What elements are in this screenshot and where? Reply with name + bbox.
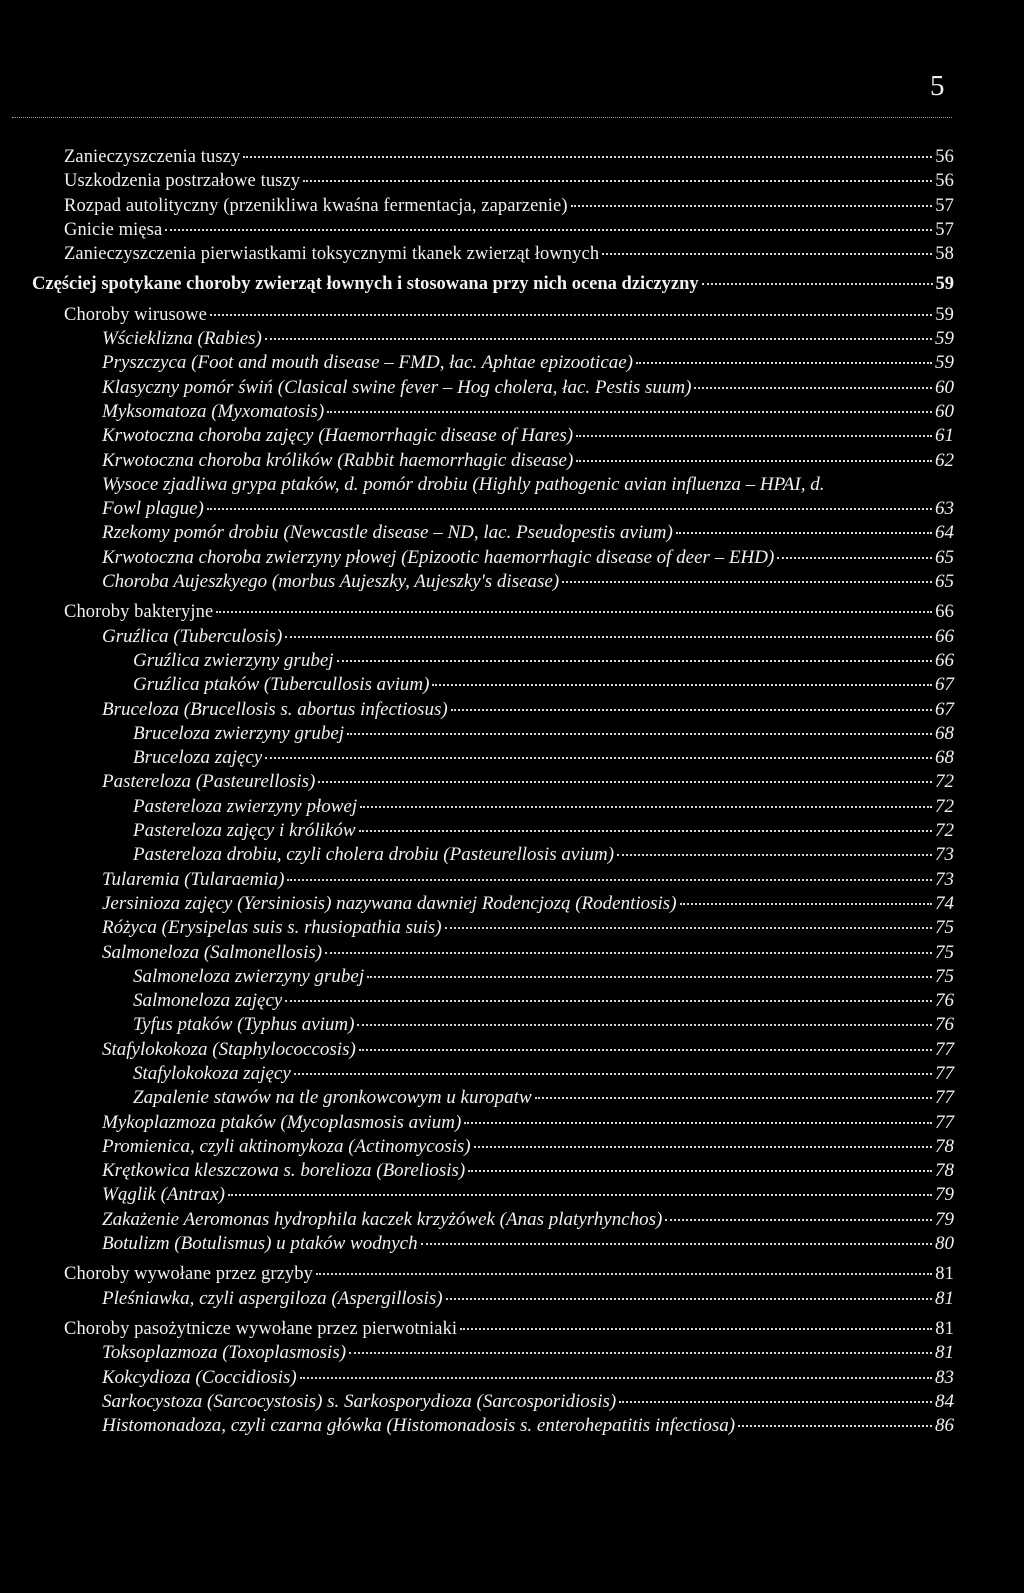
dot-leader bbox=[316, 1273, 932, 1275]
toc-entry-title: Tyfus ptaków (Typhus avium) bbox=[133, 1014, 355, 1036]
toc-entry-title: Bruceloza zwierzyny grubej bbox=[133, 722, 345, 744]
toc-entry-page: 65 bbox=[935, 546, 954, 568]
toc-entry bbox=[64, 1366, 954, 1390]
toc-entry bbox=[64, 1013, 954, 1037]
toc-entry bbox=[64, 600, 954, 624]
toc-entry-page: 61 bbox=[935, 425, 954, 447]
toc-entry-title: Choroby pasożytnicze wywołane przez pierwotniaki bbox=[64, 1318, 458, 1339]
toc-entry bbox=[64, 449, 954, 473]
toc-entry-title: Różyca (Erysipelas suis s. rhusiopathia suis) bbox=[102, 917, 442, 939]
toc-entry bbox=[64, 625, 954, 649]
toc-entry-title: Jersinioza zajęcy (Yersiniosis) nazywana dawniej Rodencjozą (Rodentiosis) bbox=[102, 892, 677, 914]
dot-leader bbox=[617, 854, 932, 856]
dot-leader bbox=[445, 927, 932, 929]
toc-entry-page: 86 bbox=[935, 1415, 954, 1437]
toc-entry bbox=[64, 473, 954, 497]
toc-entry-title: Myksomatoza (Myxomatosis) bbox=[102, 400, 325, 422]
toc-entry-title: Salmoneloza zwierzyny grubej bbox=[133, 965, 365, 987]
toc-entry-title: Rzekomy pomór drobiu (Newcastle disease – ND, lac. Pseudopestis avium) bbox=[102, 522, 673, 544]
dot-leader bbox=[337, 660, 932, 662]
toc-entry-title: Pastereloza (Pasteurellosis) bbox=[102, 771, 316, 793]
dot-leader bbox=[474, 1146, 932, 1148]
toc-entry bbox=[64, 965, 954, 989]
dot-leader bbox=[464, 1122, 932, 1124]
toc-entry-page: 76 bbox=[935, 1014, 954, 1036]
toc-entry-title: Częściej spotykane choroby zwierząt łownych i stosowana przy nich ocena dziczyzny bbox=[32, 274, 699, 295]
dot-leader bbox=[676, 532, 932, 534]
dot-leader bbox=[562, 581, 932, 583]
toc-entry-page: 78 bbox=[935, 1135, 954, 1157]
dot-leader bbox=[303, 180, 932, 182]
toc-entry-title: Botulizm (Botulismus) u ptaków wodnych bbox=[102, 1233, 418, 1255]
toc-entry-title: Pastereloza zwierzyny płowej bbox=[133, 795, 358, 817]
toc-entry-title: Stafylokokoza (Staphylococcosis) bbox=[102, 1038, 356, 1060]
toc-entry bbox=[64, 698, 954, 722]
toc-entry bbox=[64, 351, 954, 375]
toc-entry-title: Krwotoczna choroba zwierzyny płowej (Epizootic haemorrhagic disease of deer – EHD) bbox=[102, 546, 775, 568]
toc-entry bbox=[32, 272, 954, 296]
toc-entry-title: Zanieczyszczenia tuszy bbox=[64, 147, 241, 167]
toc-entry-page: 81 bbox=[935, 1287, 954, 1309]
toc-entry-page: 63 bbox=[935, 498, 954, 520]
dot-leader bbox=[432, 684, 932, 686]
dot-leader bbox=[694, 387, 932, 389]
toc-entry-title: Bruceloza zajęcy bbox=[133, 747, 263, 769]
dot-leader bbox=[738, 1425, 932, 1427]
toc-entry bbox=[64, 673, 954, 697]
toc-entry bbox=[64, 424, 954, 448]
toc-entry-title: Stafylokokoza zajęcy bbox=[133, 1062, 291, 1084]
dot-leader bbox=[327, 411, 932, 413]
toc-entry-title: Choroby wywołane przez grzyby bbox=[64, 1264, 313, 1285]
toc-entry-title: Zapalenie stawów na tle gronkowcowym u kuropatw bbox=[133, 1087, 532, 1109]
toc-entry-title: Gruźlica (Tuberculosis) bbox=[102, 625, 283, 647]
toc-entry-title: Krwotoczna choroba zajęcy (Haemorrhagic disease of Hares) bbox=[102, 425, 574, 447]
toc-entry bbox=[64, 242, 954, 266]
toc-entry bbox=[64, 327, 954, 351]
toc-entry bbox=[64, 194, 954, 218]
dot-leader bbox=[576, 460, 932, 462]
toc-entry bbox=[64, 868, 954, 892]
dot-leader bbox=[294, 1073, 932, 1075]
dot-leader bbox=[702, 283, 933, 285]
toc-entry bbox=[64, 1208, 954, 1232]
toc-entry bbox=[64, 1317, 954, 1341]
toc-entry-title: Krwotoczna choroba królików (Rabbit haemorrhagic disease) bbox=[102, 449, 574, 471]
toc-entry-page: 67 bbox=[935, 698, 954, 720]
toc-entry-page: 59 bbox=[935, 328, 954, 350]
toc-entry-title: Choroby bakteryjne bbox=[64, 602, 214, 623]
toc-entry-title: Pastereloza zajęcy i królików bbox=[133, 820, 356, 842]
toc-entry-title: Krętkowica kleszczowa s. borelioza (Boreliosis) bbox=[102, 1160, 466, 1182]
dot-leader bbox=[359, 1049, 932, 1051]
toc-entry-title: Histomonadoza, czyli czarna główka (Histomonadosis s. enterohepatitis infectiosa) bbox=[102, 1415, 736, 1437]
toc-entry bbox=[64, 941, 954, 965]
toc-entry bbox=[64, 892, 954, 916]
dot-leader bbox=[446, 1298, 932, 1300]
dot-leader bbox=[207, 508, 932, 510]
toc-entry bbox=[64, 1262, 954, 1286]
toc-entry-page: 56 bbox=[935, 171, 954, 192]
dot-leader bbox=[165, 229, 932, 231]
dot-leader bbox=[243, 156, 932, 158]
toc-entry-title: Choroby wirusowe bbox=[64, 304, 207, 325]
dot-leader bbox=[300, 1377, 932, 1379]
toc-entry-title: Tularemia (Tularaemia) bbox=[102, 868, 285, 890]
dot-leader bbox=[287, 879, 932, 881]
toc-entry-page: 58 bbox=[935, 244, 954, 265]
dot-leader bbox=[421, 1243, 932, 1245]
toc-entry-page: 73 bbox=[935, 844, 954, 866]
toc-entry-page: 67 bbox=[935, 674, 954, 696]
dot-leader bbox=[535, 1097, 932, 1099]
toc-entry-title: Pryszczyca (Foot and mouth disease – FMD, łac. Aphtae epizooticae) bbox=[102, 352, 634, 374]
toc-entry bbox=[64, 521, 954, 545]
dot-leader bbox=[636, 362, 932, 364]
toc-entry bbox=[64, 1159, 954, 1183]
toc-entry-page: 77 bbox=[935, 1111, 954, 1133]
header-rule bbox=[12, 117, 952, 118]
toc-entry-title: Toksoplazmoza (Toxoplasmosis) bbox=[102, 1342, 347, 1364]
dot-leader bbox=[349, 1352, 932, 1354]
toc-entry-page: 59 bbox=[935, 352, 954, 374]
toc-entry-page: 81 bbox=[935, 1342, 954, 1364]
toc-entry-title: Mykoplazmoza ptaków (Mycoplasmosis avium) bbox=[102, 1111, 462, 1133]
toc-entry-page: 59 bbox=[935, 304, 954, 325]
dot-leader bbox=[665, 1219, 932, 1221]
dot-leader bbox=[216, 611, 932, 613]
toc-entry bbox=[64, 746, 954, 770]
toc-entry-page: 65 bbox=[935, 571, 954, 593]
toc-entry-title: Pastereloza drobiu, czyli cholera drobiu (Pasteurellosis avium) bbox=[133, 844, 615, 866]
toc-entry-title: Promienica, czyli aktinomykoza (Actinomycosis) bbox=[102, 1135, 471, 1157]
toc-entry-page: 75 bbox=[935, 965, 954, 987]
toc-entry-page: 68 bbox=[935, 747, 954, 769]
toc-entry-page: 59 bbox=[935, 274, 954, 295]
dot-leader bbox=[265, 757, 932, 759]
toc-entry bbox=[64, 376, 954, 400]
toc-entry-title: Gruźlica zwierzyny grubej bbox=[133, 649, 334, 671]
toc-entry-title: Uszkodzenia postrzałowe tuszy bbox=[64, 171, 301, 192]
toc-entry bbox=[64, 497, 954, 521]
toc-entry-page: 73 bbox=[935, 868, 954, 890]
toc-entry-page: 62 bbox=[935, 449, 954, 471]
toc-entry bbox=[64, 649, 954, 673]
toc-entry bbox=[64, 989, 954, 1013]
toc-entry-page: 66 bbox=[935, 602, 954, 623]
toc-entry bbox=[64, 1414, 954, 1438]
dot-leader bbox=[619, 1401, 932, 1403]
toc-entry-page: 64 bbox=[935, 522, 954, 544]
dot-leader bbox=[468, 1170, 932, 1172]
toc-entry-title: Wąglik (Antrax) bbox=[102, 1184, 225, 1206]
dot-leader bbox=[777, 557, 932, 559]
toc-entry-page: 83 bbox=[935, 1366, 954, 1388]
toc-entry bbox=[64, 218, 954, 242]
toc-entry bbox=[64, 1183, 954, 1207]
toc-entry-page: 66 bbox=[935, 625, 954, 647]
toc-entry-title: Sarkocystoza (Sarcocystosis) s. Sarkosporydioza (Sarcosporidiosis) bbox=[102, 1390, 617, 1412]
toc-entry-page: 60 bbox=[935, 376, 954, 398]
toc-entry-page: 56 bbox=[935, 147, 954, 167]
toc-entry-page: 76 bbox=[935, 990, 954, 1012]
dot-leader bbox=[359, 830, 933, 832]
toc-entry bbox=[64, 145, 954, 169]
toc-entry-page: 68 bbox=[935, 722, 954, 744]
dot-leader bbox=[210, 314, 932, 316]
toc-entry-title: Bruceloza (Brucellosis s. abortus infectiosus) bbox=[102, 698, 448, 720]
toc-entry-title: Kokcydioza (Coccidiosis) bbox=[102, 1366, 297, 1388]
toc-entry-page: 66 bbox=[935, 649, 954, 671]
toc-entry-page: 78 bbox=[935, 1160, 954, 1182]
toc-entry bbox=[64, 400, 954, 424]
toc-entry-page: 72 bbox=[935, 820, 954, 842]
toc-entry-page: 77 bbox=[935, 1038, 954, 1060]
toc-entry-title: Rozpad autolityczny (przenikliwa kwaśna fermentacja, zaparzenie) bbox=[64, 195, 568, 216]
toc-entry-title: Pleśniawka, czyli aspergiloza (Aspergillosis) bbox=[102, 1287, 443, 1309]
toc-entry bbox=[64, 1287, 954, 1311]
dot-leader bbox=[460, 1328, 932, 1330]
dot-leader bbox=[360, 806, 932, 808]
toc-entry-page: 79 bbox=[935, 1208, 954, 1230]
dot-leader bbox=[576, 435, 932, 437]
toc-entry-title: Zanieczyszczenia pierwiastkami toksycznymi tkanek zwierząt łownych bbox=[64, 244, 600, 265]
toc-entry bbox=[64, 795, 954, 819]
toc-entry-title: Choroba Aujeszkyego (morbus Aujeszky, Aujeszky's disease) bbox=[102, 571, 560, 593]
toc-entry bbox=[64, 1038, 954, 1062]
dot-leader bbox=[571, 205, 933, 207]
toc-entry bbox=[64, 169, 954, 193]
toc-entry bbox=[64, 1341, 954, 1365]
dot-leader bbox=[285, 636, 932, 638]
toc-entry-page: 60 bbox=[935, 400, 954, 422]
page-number: 5 bbox=[930, 70, 945, 102]
toc-entry-title: Zakażenie Aeromonas hydrophila kaczek krzyżówek (Anas platyrhynchos) bbox=[102, 1208, 663, 1230]
toc-entry-page: 81 bbox=[935, 1318, 954, 1339]
toc-entry-page: 81 bbox=[935, 1264, 954, 1285]
toc-entry-page: 57 bbox=[935, 195, 954, 216]
toc-entry bbox=[64, 570, 954, 594]
toc-entry-page: 80 bbox=[935, 1233, 954, 1255]
toc-entry bbox=[64, 916, 954, 940]
dot-leader bbox=[367, 976, 932, 978]
toc-entry bbox=[64, 546, 954, 570]
toc-entry-page: 77 bbox=[935, 1087, 954, 1109]
toc-entry bbox=[64, 843, 954, 867]
toc-entry-page: 75 bbox=[935, 941, 954, 963]
toc-entry bbox=[64, 1135, 954, 1159]
toc-entry-title: Wysoce zjadliwa grypa ptaków, d. pomór drobiu (Highly pathogenic avian influenza – HPAI, d. bbox=[102, 473, 825, 495]
toc-entry-page: 75 bbox=[935, 917, 954, 939]
toc-entry-title: Klasyczny pomór świń (Clasical swine fever – Hog cholera, łac. Pestis suum) bbox=[102, 376, 692, 398]
toc-entry bbox=[64, 1086, 954, 1110]
toc-entry-page: 57 bbox=[935, 219, 954, 240]
dot-leader bbox=[347, 733, 932, 735]
toc-entry bbox=[64, 1232, 954, 1256]
dot-leader bbox=[325, 952, 932, 954]
table-of-contents bbox=[32, 145, 954, 1438]
toc-entry bbox=[64, 1390, 954, 1414]
toc-entry bbox=[64, 303, 954, 327]
toc-entry-title: Salmoneloza (Salmonellosis) bbox=[102, 941, 323, 963]
toc-entry bbox=[64, 1111, 954, 1135]
toc-entry-page: 72 bbox=[935, 795, 954, 817]
dot-leader bbox=[228, 1194, 932, 1196]
toc-entry-title: Salmoneloza zajęcy bbox=[133, 990, 283, 1012]
toc-entry-page: 79 bbox=[935, 1184, 954, 1206]
toc-entry-page: 77 bbox=[935, 1062, 954, 1084]
toc-entry-page: 74 bbox=[935, 892, 954, 914]
toc-entry-page: 72 bbox=[935, 771, 954, 793]
toc-entry bbox=[64, 722, 954, 746]
toc-entry-page: 84 bbox=[935, 1390, 954, 1412]
toc-entry bbox=[64, 770, 954, 794]
dot-leader bbox=[602, 253, 932, 255]
toc-entry bbox=[64, 1062, 954, 1086]
toc-entry-title: Fowl plague) bbox=[102, 498, 204, 520]
toc-entry bbox=[64, 819, 954, 843]
dot-leader bbox=[451, 709, 932, 711]
dot-leader bbox=[318, 781, 932, 783]
toc-entry-title: Gnicie mięsa bbox=[64, 219, 163, 240]
dot-leader bbox=[680, 903, 932, 905]
dot-leader bbox=[265, 338, 932, 340]
toc-entry-title: Wścieklizna (Rabies) bbox=[102, 328, 262, 350]
dot-leader bbox=[285, 1000, 932, 1002]
dot-leader bbox=[357, 1024, 932, 1026]
toc-entry-title: Gruźlica ptaków (Tubercullosis avium) bbox=[133, 674, 430, 696]
